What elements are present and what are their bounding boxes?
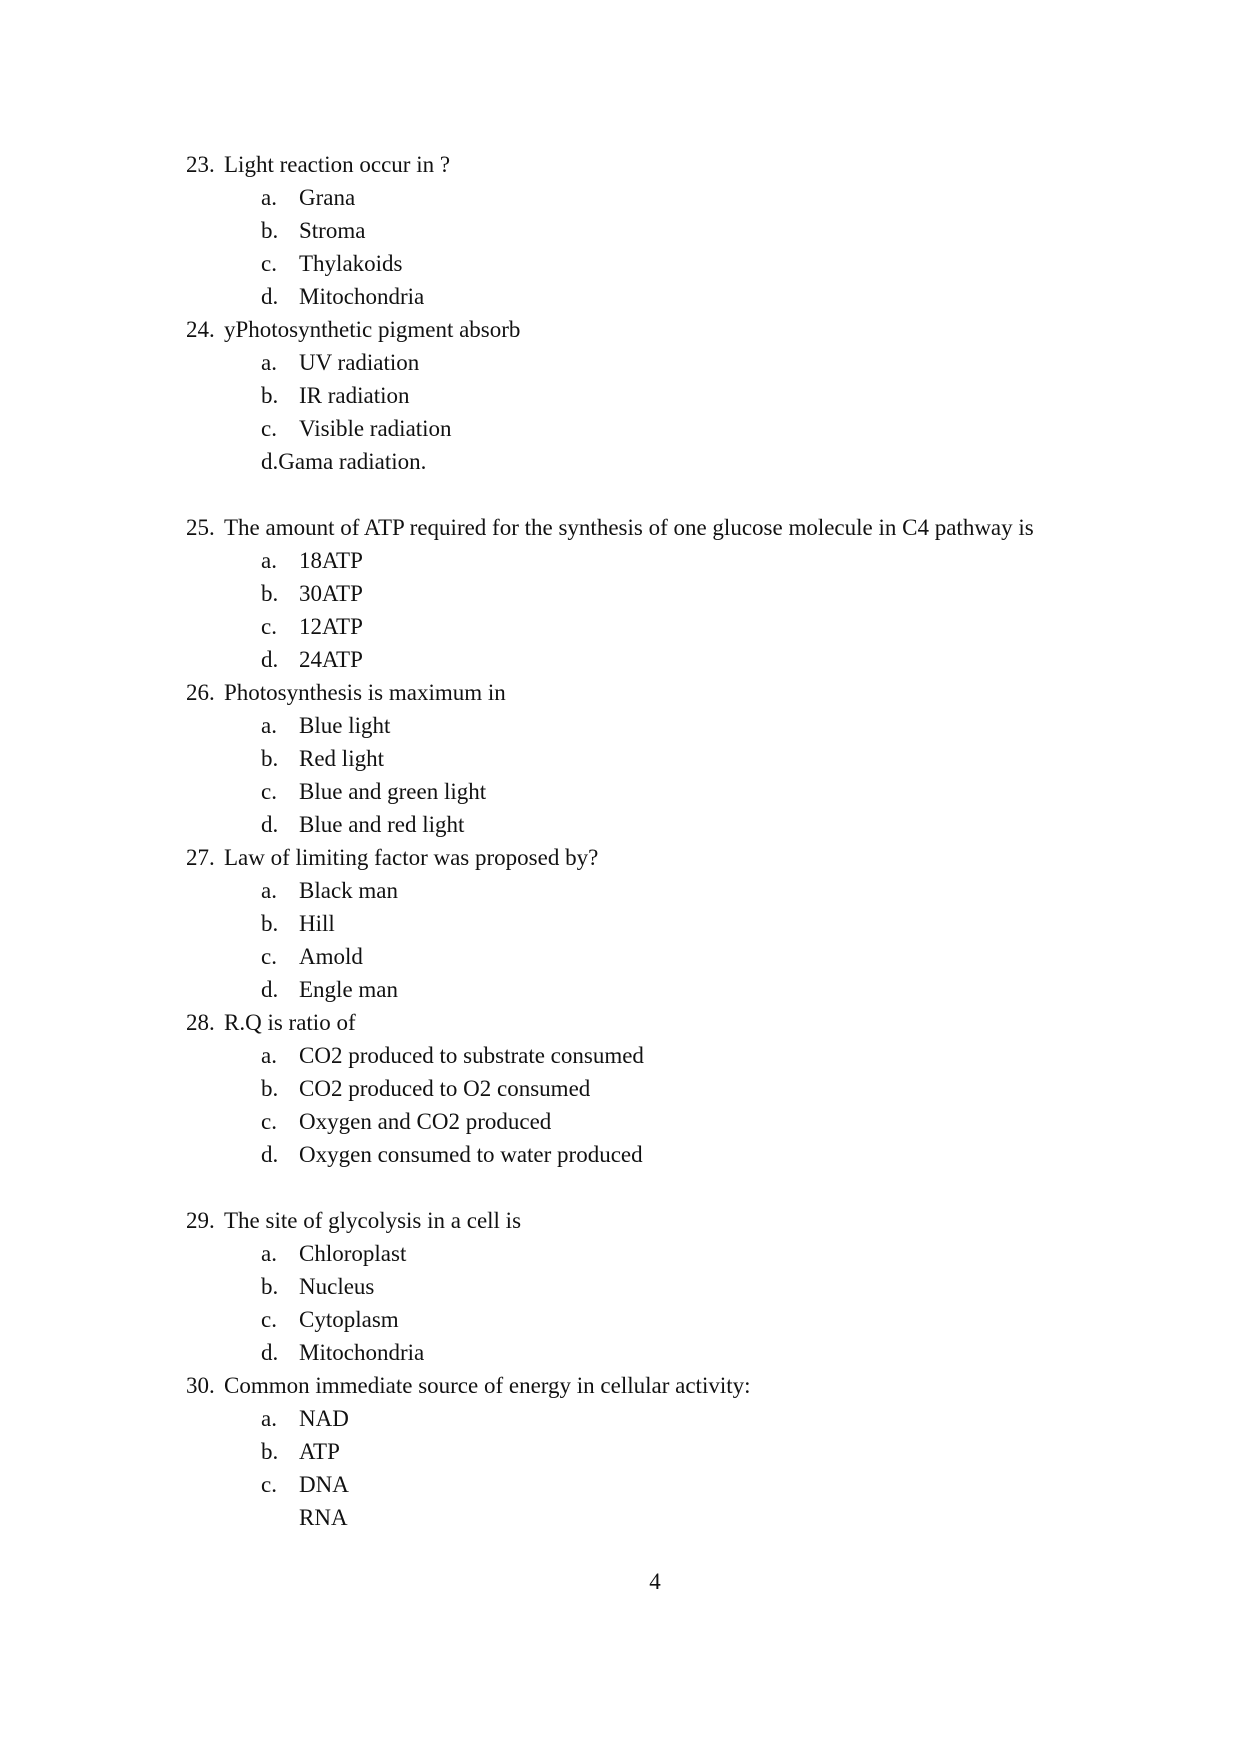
option-text: Red light: [299, 746, 384, 771]
option-letter: c.: [261, 944, 277, 969]
option-letter: c.: [261, 779, 277, 804]
question-number: 28.: [186, 1010, 215, 1035]
option-letter: d.: [261, 647, 279, 672]
option-letter: d.: [261, 1142, 279, 1167]
blank-line: [186, 478, 1096, 511]
question-25: [186, 511, 1096, 676]
option-item: [186, 1402, 1096, 1435]
question-text: The site of glycolysis in a cell is: [224, 1208, 522, 1233]
option-letter: [261, 1501, 299, 1534]
option-text: Mitochondria: [299, 1340, 425, 1365]
option-letter: d.: [261, 812, 279, 837]
question-stem: [186, 1006, 1096, 1039]
option-text: Grana: [299, 185, 356, 210]
question-number: 29.: [186, 1208, 215, 1233]
option-item: [186, 643, 1096, 676]
question-29: [186, 1204, 1096, 1369]
option-letter: c.: [261, 614, 277, 639]
option-letter: d.: [261, 977, 279, 1002]
option-item: [186, 346, 1096, 379]
option-letter: b.: [261, 911, 279, 936]
question-stem: [186, 148, 1096, 181]
option-letter: d.: [261, 284, 279, 309]
option-text: Blue light: [299, 713, 391, 738]
question-24: [186, 313, 1096, 511]
option-item: [186, 775, 1096, 808]
option-list: [186, 1039, 1096, 1171]
option-text: Visible radiation: [299, 416, 452, 441]
question-stem: [186, 511, 1096, 544]
question-stem: [186, 841, 1096, 874]
option-text: IR radiation: [299, 383, 410, 408]
question-list: [186, 148, 1096, 1534]
question-number: 24.: [186, 317, 215, 342]
option-letter: a.: [261, 548, 277, 573]
option-item: [186, 808, 1096, 841]
option-text: Amold: [299, 944, 363, 969]
option-list: [186, 346, 1096, 478]
option-letter: d.: [261, 1340, 279, 1365]
option-letter: b.: [261, 1076, 279, 1101]
question-text: Light reaction occur in ?: [224, 152, 451, 177]
option-item: [186, 610, 1096, 643]
option-text: CO2 produced to O2 consumed: [299, 1076, 591, 1101]
question-stem: [186, 676, 1096, 709]
question-26: [186, 676, 1096, 841]
option-item: [186, 1303, 1096, 1336]
option-item: [186, 1138, 1096, 1171]
option-letter: a.: [261, 350, 277, 375]
question-stem: [186, 313, 1096, 346]
option-text: UV radiation: [299, 350, 420, 375]
option-item: [186, 1468, 1096, 1501]
question-stem: [186, 1204, 1096, 1237]
option-item: [186, 1270, 1096, 1303]
option-list: [186, 1402, 1096, 1534]
option-text: Oxygen and CO2 produced: [299, 1109, 552, 1134]
option-text: Nucleus: [299, 1274, 375, 1299]
option-item: [186, 247, 1096, 280]
option-text: Hill: [299, 911, 335, 936]
option-letter: b.: [261, 746, 279, 771]
question-number: 25.: [186, 515, 215, 540]
option-letter: c.: [261, 1109, 277, 1134]
option-item: [186, 412, 1096, 445]
option-text: Stroma: [299, 218, 366, 243]
question-text: Common immediate source of energy in cellular activity:: [224, 1373, 751, 1398]
option-letter: b.: [261, 581, 279, 606]
option-item: [186, 181, 1096, 214]
option-letter: b.: [261, 1439, 279, 1464]
question-text: R.Q is ratio of: [224, 1010, 356, 1035]
option-text: Oxygen consumed to water produced: [299, 1142, 643, 1167]
option-letter: a.: [261, 1043, 277, 1068]
option-text: Blue and red light: [299, 812, 465, 837]
option-item: [186, 1237, 1096, 1270]
option-item: [186, 1072, 1096, 1105]
option-text: DNA: [299, 1472, 349, 1497]
question-number: 27.: [186, 845, 215, 870]
option-text: 18ATP: [299, 548, 363, 573]
option-item: [186, 874, 1096, 907]
page-number: 4: [649, 1569, 661, 1594]
option-letter: a.: [261, 713, 277, 738]
option-text: 24ATP: [299, 647, 363, 672]
option-text: Chloroplast: [299, 1241, 407, 1266]
option-letter: a.: [261, 878, 277, 903]
option-list: [186, 1237, 1096, 1369]
option-item: [186, 742, 1096, 775]
option-list: [186, 544, 1096, 676]
option-letter: b.: [261, 1274, 279, 1299]
blank-line: [186, 1171, 1096, 1204]
option-text: Mitochondria: [299, 284, 425, 309]
option-letter: a.: [261, 1406, 277, 1431]
question-27: [186, 841, 1096, 1006]
option-item: [186, 1435, 1096, 1468]
option-item: [186, 1039, 1096, 1072]
option-text: NAD: [299, 1406, 349, 1431]
option-letter: d.: [261, 449, 279, 474]
question-28: [186, 1006, 1096, 1204]
option-item: [186, 709, 1096, 742]
option-text: 30ATP: [299, 581, 363, 606]
option-item: [186, 577, 1096, 610]
option-text: Blue and green light: [299, 779, 487, 804]
option-letter: a.: [261, 185, 277, 210]
question-text: Law of limiting factor was proposed by?: [224, 845, 599, 870]
option-item: [186, 445, 1096, 478]
option-text: CO2 produced to substrate consumed: [299, 1043, 644, 1068]
option-text: ATP: [299, 1439, 340, 1464]
option-item: [186, 1501, 1096, 1534]
option-letter: c.: [261, 416, 277, 441]
option-letter: a.: [261, 1241, 277, 1266]
option-list: [186, 709, 1096, 841]
option-item: [186, 280, 1096, 313]
option-letter: b.: [261, 218, 279, 243]
question-text: The amount of ATP required for the synthesis of one glucose molecule in C4 pathway is: [224, 515, 1034, 540]
option-list: [186, 874, 1096, 1006]
question-stem: [186, 1369, 1096, 1402]
question-number: 23.: [186, 152, 215, 177]
question-number: 30.: [186, 1373, 215, 1398]
option-item: [186, 379, 1096, 412]
option-item: [186, 1336, 1096, 1369]
option-item: [186, 907, 1096, 940]
question-text: yPhotosynthetic pigment absorb: [224, 317, 521, 342]
option-item: [186, 214, 1096, 247]
option-item: [186, 1105, 1096, 1138]
option-text: Thylakoids: [299, 251, 403, 276]
option-text: RNA: [299, 1505, 348, 1530]
option-item: [186, 973, 1096, 1006]
question-text: Photosynthesis is maximum in: [224, 680, 506, 705]
option-letter: c.: [261, 251, 277, 276]
option-text: Engle man: [299, 977, 398, 1002]
question-number: 26.: [186, 680, 215, 705]
option-letter: b.: [261, 383, 279, 408]
option-item: [186, 940, 1096, 973]
option-text: 12ATP: [299, 614, 363, 639]
option-letter: c.: [261, 1307, 277, 1332]
option-letter: c.: [261, 1472, 277, 1497]
option-item: [186, 544, 1096, 577]
option-text: Cytoplasm: [299, 1307, 399, 1332]
question-23: [186, 148, 1096, 313]
question-30: [186, 1369, 1096, 1534]
option-text: Gama radiation.: [278, 449, 427, 474]
option-text: Black man: [299, 878, 398, 903]
option-list: [186, 181, 1096, 313]
